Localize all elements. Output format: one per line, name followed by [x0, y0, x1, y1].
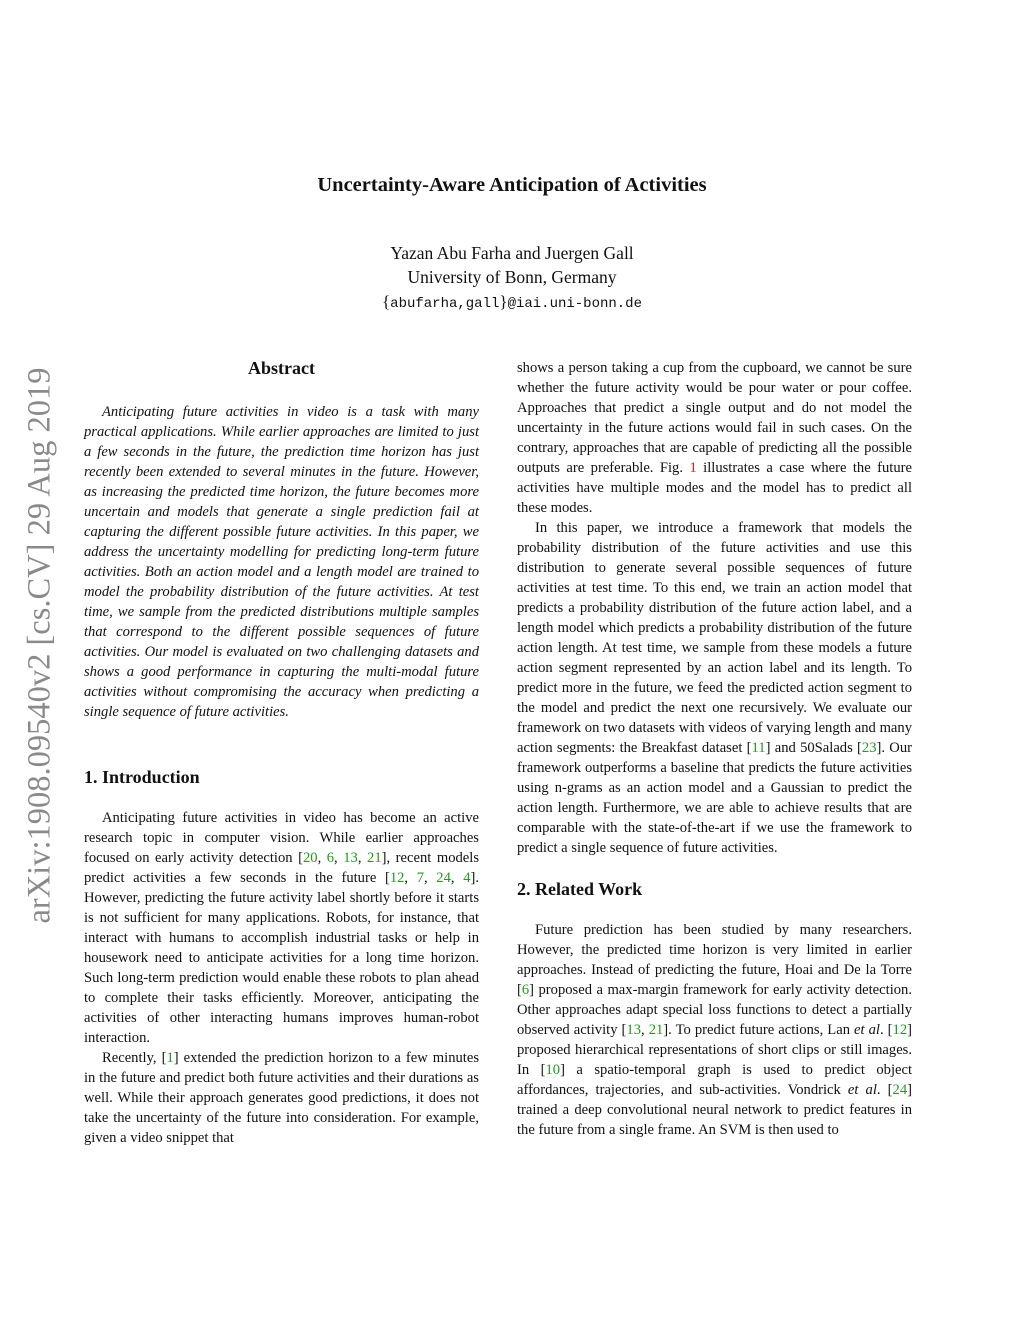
citation-link[interactable]: 24: [436, 870, 451, 886]
citation-link[interactable]: 1: [166, 1050, 174, 1066]
email-domain: @iai.uni-bonn.de: [507, 296, 642, 312]
author-block: [0, 241, 1024, 289]
citation-link[interactable]: 12: [892, 1022, 908, 1038]
citation-link[interactable]: 6: [326, 850, 335, 866]
citation-link[interactable]: 4: [463, 870, 471, 886]
intro-paragraph-2-continued: shows a person taking a cup from the cupboard, we cannot be sure whether the future activity would be pour water or pour coffee. Approaches that predict a single output and do not model the uncertainty in the future actions would fail in such cases. On the contrary, approaches that are capable of predicting all the possible outputs are preferable. Fig. 1 illustrates a case where the future activities have multiple modes and the model has to predict all these modes.: [517, 360, 912, 516]
author-names: Yazan Abu Farha and Juergen Gall: [390, 243, 634, 263]
email-brace-close: }: [499, 292, 508, 311]
citation-link[interactable]: 24: [892, 1082, 908, 1098]
intro-paragraph-3: In this paper, we introduce a framework that models the probability distribution of the future activities and use this distribution to generate several possible sequences of future activities at test time. To this end, we train an action model that predicts a probability distribution of the future action label, and a length model which predicts a probability distribution of the future action length. At test time, we sample from these models a future action segment represented by an action label and its length. To predict more in the future, we feed the predicted action segment to the model and predict the next one recursively. We evaluate our framework on two datasets with videos of varying length and many action segments: the Breakfast dataset [11] and 50Salads [23]. Our framework outperforms a baseline that predicts the future activities using n-grams as an action model and a Gaussian to predict the action length. Furthermore, we are able to achieve results that are comparable with the state-of-the-art if we use the framework to predict a single sequence of future activities.: [517, 520, 912, 856]
author-email: [0, 292, 1024, 312]
citation-link[interactable]: 11: [751, 740, 766, 756]
citation-link[interactable]: 21: [648, 1022, 664, 1038]
intro-paragraph-1: Anticipating future activities in video has become an active research topic in computer vision. While earlier approaches focused on early activity detection [20, 6, 13, 21], recent models predict activities a few seconds in the future [12, 7, 24, 4]. However, predicting the future activity label shortly before it starts is not sufficient for many applications. Robots, for instance, that interact with humans to accomplish industrial tasks or help in housework need to anticipate activities for a long time horizon. Such long-term prediction would enable these robots to plan ahead to complete their tasks efficiently. Moreover, anticipating the activities of other interacting humans improves human-robot interaction.: [84, 810, 479, 1046]
related-work-heading: 2. Related Work: [517, 879, 643, 899]
citation-link[interactable]: 13: [626, 1022, 641, 1038]
citation-link[interactable]: 20: [302, 850, 318, 866]
citation-link[interactable]: 21: [367, 850, 382, 866]
arxiv-id: arXiv:1908.09540v2 [cs.CV] 29 Aug 2019: [21, 366, 58, 924]
citation-link[interactable]: 23: [861, 740, 877, 756]
abstract-text: Anticipating future activities in video is a task with many practical applications. While earlier approaches are limited to just a few seconds in the future, the prediction time horizon has just recently been extended to several minutes in the future. However, as increasing the predicted time horizon, the future becomes more uncertain and models that generate a single prediction fail at capturing the different possible future activities. In this paper, we address the uncertainty modelling for predicting long-term future activities. Both an action model and a length model are trained to model the probability distribution of the future activities. At test time, we sample from the predicted distributions multiple samples that correspond to the different possible sequences of future activities. Our model is evaluated on two challenging datasets and shows a good performance in capturing the multi-modal future activities without compromising the accuracy when predicting a single sequence of future activities.: [84, 404, 479, 720]
related-work-paragraph: Future prediction has been studied by many researchers. However, the predicted time horizon is very limited in earlier approaches. Instead of predicting the future, Hoai and De la Torre [6] proposed a max-margin framework for early activity detection. Other approaches adapt special loss functions to detect a partially observed activity [13, 21]. To predict future actions, Lan et al. [12] proposed hierarchical representations of short clips or still images. In [10] a spatio-temporal graph is used to predict object affordances, trajectories, and sub-activities. Vondrick et al. [24] trained a deep convolutional neural network to predict features in the future from a single frame. An SVM is then used to: [517, 922, 913, 1138]
citation-link[interactable]: 12: [389, 870, 405, 886]
citation-link[interactable]: 10: [545, 1062, 561, 1078]
citation-link[interactable]: 6: [521, 982, 530, 998]
arxiv-sidebar-stamp: [10, 347, 70, 943]
left-column: [84, 358, 479, 1148]
citation-link[interactable]: 7: [416, 870, 424, 886]
citation-link[interactable]: 13: [343, 850, 358, 866]
intro-heading: 1. Introduction: [84, 767, 200, 787]
affiliation: University of Bonn, Germany: [407, 267, 617, 287]
right-column: [517, 358, 912, 1140]
intro-paragraph-2-start: Recently, [1] extended the prediction horizon to a few minutes in the future and predict both future activities and their durations as well. While their approach generates good predictions, it does not take the uncertainty of the future into consideration. For example, given a video snippet that: [84, 1050, 480, 1146]
paper-title: Uncertainty-Aware Anticipation of Activities: [317, 174, 707, 196]
abstract-heading: Abstract: [248, 358, 315, 378]
email-brace-open: {: [382, 292, 391, 311]
figure-reference-link[interactable]: 1: [689, 460, 697, 476]
email-names: abufarha,gall: [390, 296, 500, 312]
